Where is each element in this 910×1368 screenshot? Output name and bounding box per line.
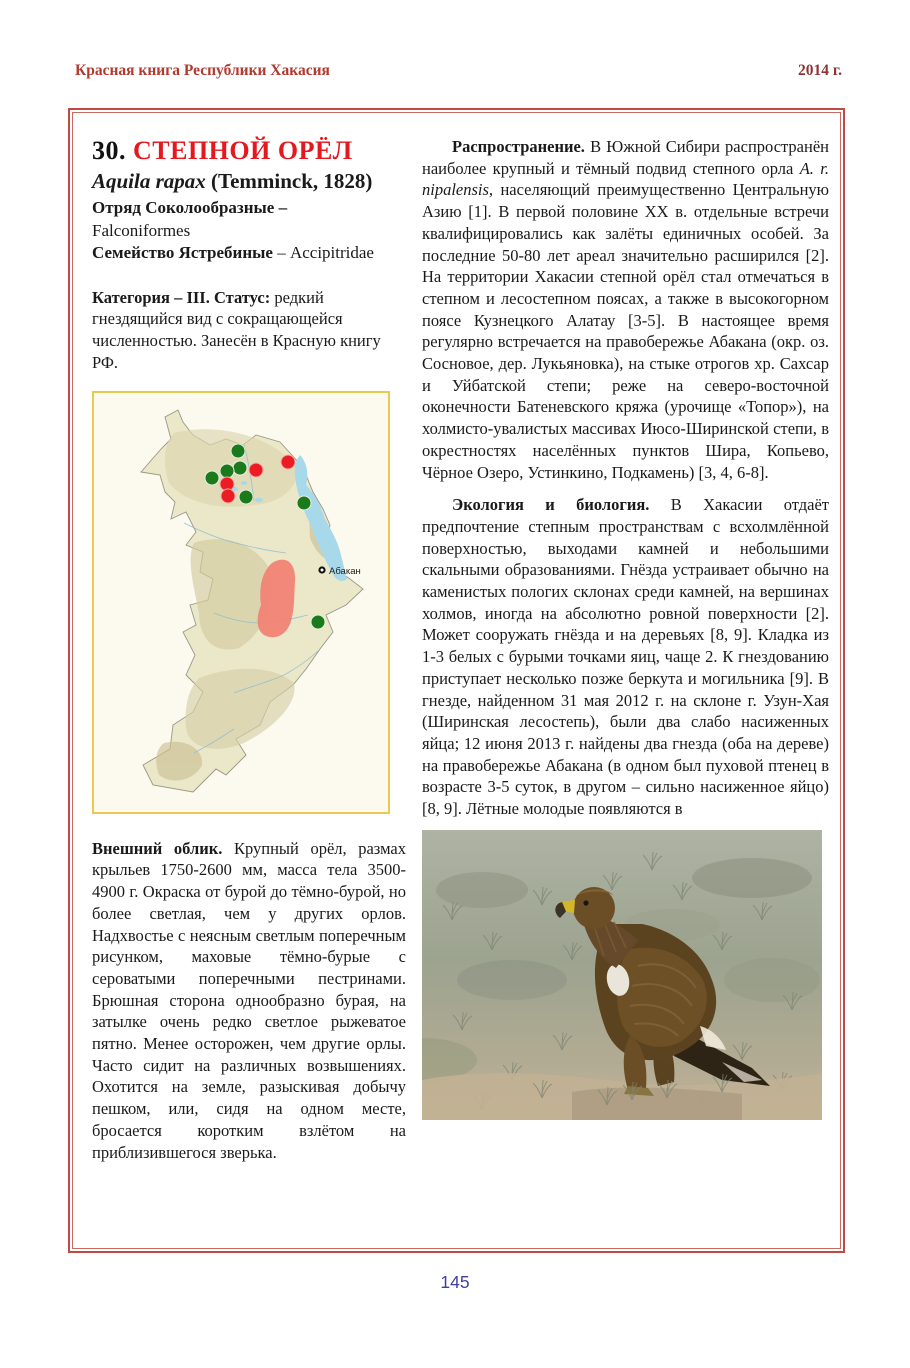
species-name-latin [92,168,406,195]
appearance-paragraph [92,838,406,1164]
book-title: Красная книга Республики Хакасия [75,62,330,79]
author-citation: (Temminck, 1828) [205,169,373,193]
distribution-label: Распространение. [452,137,585,156]
nesting-site-dot [311,615,325,629]
ground-shadow [572,1087,742,1119]
ecology-text: В Хакасии отдаёт предпочтение степным пространствам с всхолмлённой поверхностью, выходами камней и небольшими скальными образованиями. Гнёзда устраивает обычно на каменистых пологих склонах среди камней, на вершинах холмов, иногда на абсолютно ровной поверхности [2]. Может сооружать гнёзда и на деревьях [8, 9]. Кладка из 1-3 белых с бурыми точками яиц, чаще 2. К гнездованию приступает несколько позже беркута и могильника [9]. В гнезде, найденном 31 мая 2012 г. на склоне г. Узун-Хая (Ширинская лесостепь), были два слабо насиженных яйца; 12 июня 2013 г. найдены два гнезда (оба на дереве) на правобережье Абакана (в одном был пуховой птенец в возрасте 3-5 суток, в другом – сильно насиженное яйцо) [8, 9]. Лётные молодые появляются в [422,495,829,819]
distribution-text-end: , населяющий преимущественно Центральную Азию [1]. В первой половине XX в. отдельные встречи квалифицировались как залёты единичных особей. За последние 50-80 лет ареал значительно расширился [2]. На территории Хакасии степной орёл стал отмечаться в степном и лесостепном поясах, а также в высокогорном поясе Кузнецкого Алатау [3-5]. В настоящее время регулярно встречается на правобережье Абакана (окр. оз. Сосновое, дер. Лукьяновка), на стыке отрогов хр. Сахсар и Уйбатской степи; реже на северо-восточной оконечности Батеневского кряжа (урочище «Топор»), на холмисто-увалистых массивах Июсо-Ширинской степи, в окрестностях населённых пунктов Шира, Копьево, Чёрное Озеро, Устинкино, Подкамень) [3, 4, 6-8]. [422,180,829,482]
family-name-latin: – Accipitridae [272,243,374,262]
order-name-latin: Falconiformes [92,220,191,240]
range-map [92,391,390,814]
species-name-ru: СТЕПНОЙ ОРЁЛ [133,136,353,165]
nesting-site-dot [297,496,311,510]
nesting-site-dot [239,490,253,504]
page-number: 145 [440,1272,470,1292]
sighting-dot [281,455,295,469]
steppe-eagle-photo-svg [422,830,822,1120]
range-map-svg [94,393,388,812]
sighting-dot [221,489,235,503]
ecology-paragraph [422,494,829,820]
steppe-eagle-photo [422,830,822,1120]
category-status [92,287,406,374]
sighting-dot [249,463,263,477]
nesting-site-dot [205,471,219,485]
left-column [92,136,406,1163]
abakan-label: Абакан [329,565,361,577]
category-text: редкий гнездящийся вид с сокращающейся численностью. Занесён в Красную книгу РФ. [92,287,381,372]
article-frame [68,108,845,1253]
ecology-label: Экология и биология. [452,495,650,515]
right-column [422,136,829,1120]
appearance-label: Внешний облик. [92,838,223,858]
running-header [75,62,842,80]
distribution-text-start: В Южной Сибири распространён наиболее крупный и тёмный подвид степного орла [422,137,829,178]
species-heading [92,136,406,166]
taxonomy-block [92,197,406,265]
appearance-text: Крупный орёл, размах крыльев 1750-2600 мм, масса тела 3500-4900 г. Окраска от бурой до тёмно-бурой, но более светлая, чем у других орлов. Надхвостье с неясным светлым поперечным рисунком, маховые тёмно-бурые с сероватыми поперечными пестринами. Брюшная сторона однообразно бурая, на затылке очень редко светлое рыжеватое пятно. Менее осторожен, чем другие орлы. Часто сидит на различных возвышениях. Охотится на земле, разыскивая добычу пешком, или, сидя на одном месте, бросается коротким взлётом на приблизившегося зверька. [92,838,406,1162]
category-label: Категория – III. Статус: [92,287,271,307]
order-name-ru: Отряд Соколообразные – [92,198,288,217]
abakan-marker [318,566,325,573]
edition-year: 2014 г. [797,62,842,79]
species-number: 30. [92,136,126,165]
distribution-paragraph [422,136,829,483]
latin-binomial: Aquila rapax [92,169,206,193]
nesting-site-dot [220,464,234,478]
nesting-site-dot [231,444,245,458]
nesting-site-dot [233,461,247,475]
family-name-ru: Семейство Ястребиные [92,243,273,262]
subspecies-name: A. r. nipalensis [422,158,829,200]
